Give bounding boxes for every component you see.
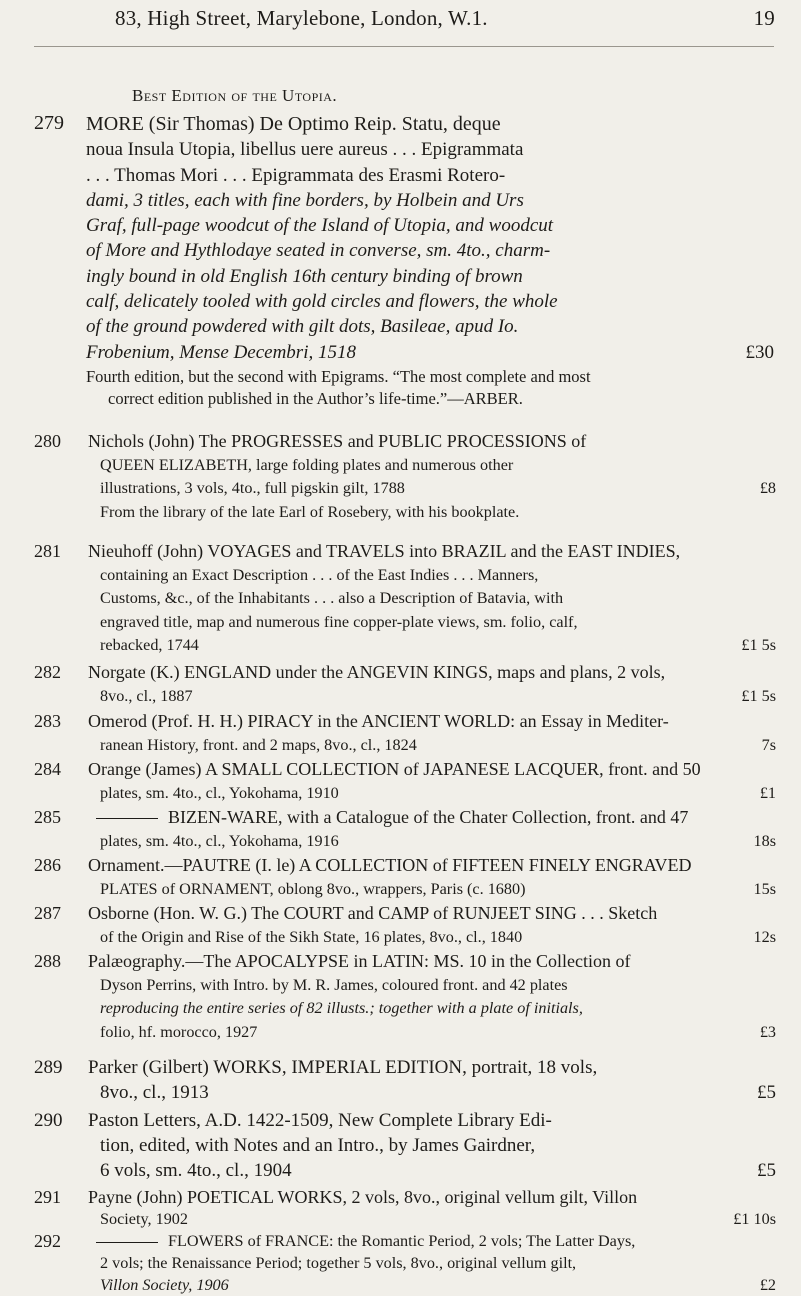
entry-number: 284 [34, 759, 61, 779]
entry-price: £2 [759, 1276, 776, 1294]
entry-line: Norgate (K.) ENGLAND under the ANGEVIN KINGS, maps and plans, 2 vols, [88, 662, 666, 682]
entry-number: 283 [34, 711, 61, 731]
entry-price: £5 [757, 1082, 776, 1103]
entry-number: 289 [34, 1057, 63, 1078]
entry-line: Orange (James) A SMALL COLLECTION of JAPANESE LACQUER, front. and 50 [88, 759, 701, 779]
entry-price: £1 5s [741, 636, 776, 654]
header-address: 83, High Street, Marylebone, London, W.1. [115, 6, 488, 30]
entry-line [88, 782, 776, 806]
entry-line: reproducing the entire series of 82 illusts.; together with a plate of initials, [100, 999, 583, 1017]
entry-line-text: Villon Society, 1906 [100, 1276, 229, 1294]
entry-line: engraved title, map and numerous fine copper-plate views, sm. folio, calf, [100, 612, 578, 631]
entry-line: Customs, &c., of the Inhabitants . . . also a Description of Batavia, with [100, 589, 564, 607]
entry-line-text: folio, hf. morocco, 1927 [100, 1022, 258, 1041]
entry-price: £1 10s [733, 1210, 776, 1228]
entry-price: 18s [753, 831, 776, 850]
entry-line: ingly bound in old English 16th century binding of brown [86, 265, 523, 287]
entry-line-text: 8vo., cl., 1913 [100, 1082, 209, 1103]
entry-line: of More and Hythlodaye seated in converse, sm. 4to., charm- [86, 240, 551, 262]
entry-price: £1 [759, 783, 776, 802]
entry-line-text: PLATES of ORNAMENT, oblong 8vo., wrappers, Paris (c. 1680) [100, 879, 526, 898]
entry-number: 291 [34, 1187, 61, 1207]
entry-price: 7s [761, 735, 776, 754]
ditto-rule [96, 1242, 158, 1243]
entry-price: 15s [753, 879, 776, 898]
entry-line [88, 634, 776, 658]
entry-line-text: plates, sm. 4to., cl., Yokohama, 1910 [100, 783, 339, 802]
entry-line [88, 477, 776, 501]
entry-number: 287 [34, 903, 61, 923]
entry-line: noua Insula Utopia, libellus uere aureus . . . Epigrammata [86, 139, 524, 161]
entry-line: of the ground powdered with gilt dots, Basileae, apud Io. [86, 316, 519, 338]
entry-line-text: Society, 1902 [100, 1210, 188, 1228]
note-line: correct edition published in the Author’s life-time.”—ARBER. [108, 389, 523, 408]
entry-line [88, 1158, 776, 1183]
entry-number: 286 [34, 855, 61, 875]
entry-line [88, 806, 776, 830]
entry-line: Osborne (Hon. W. G.) The COURT and CAMP of RUNJEET SING . . . Sketch [88, 903, 658, 923]
entry-price: 12s [753, 927, 776, 946]
entry-line [86, 340, 774, 365]
entry-line [88, 926, 776, 950]
entry-number: 282 [34, 662, 61, 682]
entry-line: Ornament.—PAUTRE (I. le) A COLLECTION of FIFTEEN FINELY ENGRAVED [88, 855, 692, 875]
note-line: Fourth edition, but the second with Epigrams. “The most complete and most [86, 367, 591, 386]
entry-number: 279 [34, 112, 64, 134]
entry-line [88, 685, 776, 709]
entry-line: QUEEN ELIZABETH, large folding plates and numerous other [100, 455, 514, 474]
entry-line-text: BIZEN-WARE, with a Catalogue of the Chater Collection, front. and 47 [168, 807, 689, 827]
entry-line: dami, 3 titles, each with fine borders, by Holbein and Urs [86, 189, 524, 211]
entry-line: Paston Letters, A.D. 1422-1509, New Complete Library Edi- [88, 1110, 552, 1131]
page-number: 19 [753, 6, 775, 30]
entry-line [88, 1274, 776, 1296]
entry-price: £8 [759, 479, 776, 497]
entry-line: Omerod (Prof. H. H.) PIRACY in the ANCIENT WORLD: an Essay in Mediter- [88, 711, 669, 731]
entry-line-text: plates, sm. 4to., cl., Yokohama, 1916 [100, 831, 339, 850]
entry-line: Payne (John) POETICAL WORKS, 2 vols, 8vo., original vellum gilt, Villon [88, 1187, 638, 1207]
page-header [115, 6, 775, 31]
entry-line-text: 6 vols, sm. 4to., cl., 1904 [100, 1160, 292, 1181]
entry-number: 281 [34, 541, 61, 561]
ditto-rule [96, 818, 158, 819]
entry-line-text: rebacked, 1744 [100, 636, 199, 654]
entry-line [88, 1208, 776, 1230]
header-rule [34, 46, 774, 47]
entry-line-text: of the Origin and Rise of the Sikh State, 16 plates, 8vo., cl., 1840 [100, 927, 523, 946]
entry-price: £30 [745, 341, 774, 363]
entry-line: MORE (Sir Thomas) De Optimo Reip. Statu, deque [86, 113, 501, 135]
entry-line: 2 vols; the Renaissance Period; together 5 vols, 8vo., original vellum gilt, [100, 1254, 577, 1272]
entry-line [88, 1080, 776, 1105]
entry-line-text: Frobenium, Mense Decembri, 1518 [86, 341, 356, 363]
entry-price: £5 [757, 1160, 776, 1181]
entry-number: 280 [34, 431, 61, 451]
entry-line: tion, edited, with Notes and an Intro., by James Gairdner, [100, 1135, 536, 1156]
entry-line: calf, delicately tooled with gold circles and flowers, the whole [86, 291, 558, 313]
entry-line: Graf, full-page woodcut of the Island of Utopia, and woodcut [86, 215, 554, 237]
note-line: From the library of the late Earl of Rosebery, with his bookplate. [100, 502, 520, 521]
entry-line: Nieuhoff (John) VOYAGES and TRAVELS into BRAZIL and the EAST INDIES, [88, 541, 681, 561]
entry-line-text: illustrations, 3 vols, 4to., full pigskin gilt, 1788 [100, 479, 405, 497]
entry-line: Palæography.—The APOCALYPSE in LATIN: MS. 10 in the Collection of [88, 951, 631, 971]
entry-line: Dyson Perrins, with Intro. by M. R. James, coloured front. and 42 plates [100, 975, 568, 994]
entry-number: 292 [34, 1231, 61, 1251]
entry-price: £1 5s [741, 686, 776, 705]
entry-line: containing an Exact Description . . . of the East Indies . . . Manners, [100, 565, 539, 584]
entry-line-text: ranean History, front. and 2 maps, 8vo., cl., 1824 [100, 735, 417, 754]
entry-line: Parker (Gilbert) WORKS, IMPERIAL EDITION, portrait, 18 vols, [88, 1057, 598, 1078]
entry-line-text: 8vo., cl., 1887 [100, 686, 193, 705]
entry-number: 288 [34, 951, 61, 971]
section-heading: Best Edition of the Utopia. [132, 86, 338, 105]
entry-line [88, 830, 776, 854]
entry-line-text: FLOWERS of FRANCE: the Romantic Period, 2 vols; The Latter Days, [168, 1232, 636, 1250]
entry-line [88, 1230, 776, 1252]
entry-line [88, 734, 776, 758]
entry-line: . . . Thomas Mori . . . Epigrammata des Erasmi Rotero- [86, 164, 506, 186]
entry-number: 290 [34, 1110, 63, 1131]
entry-line [88, 1021, 776, 1045]
entry-price: £3 [759, 1022, 776, 1041]
entry-number: 285 [34, 807, 61, 827]
entry-line [88, 878, 776, 902]
entry-line: Nichols (John) The PROGRESSES and PUBLIC PROCESSIONS of [88, 431, 587, 451]
